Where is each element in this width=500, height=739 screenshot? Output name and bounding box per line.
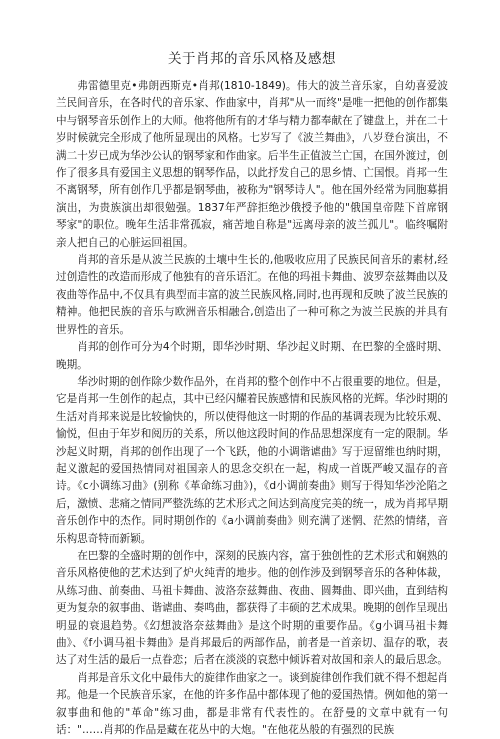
paragraph-melody: 肖邦是音乐文化中最伟大的旋律作曲家之一。谈到旋律创作我们就不得不想起肖邦。他是一个民族音乐家，在他的许多作品中都体现了他的爱国热情。例如他的第一叙事曲和他的"革命"练习曲，都是非常有代表性的。在舒曼的文章中就有一句话："……肖邦的作品是藏在花丛中的大炮。"在他花丛般的有强烈的民族	[56, 671, 448, 737]
paragraph-warsaw-period: 华沙时期的创作除少数作品外，在肖邦的整个创作中不占很重要的地位。但是，它是肖邦一生创作的起点，其中已经闪耀着民族感情和民族风格的光辉。华沙时期的生活对肖邦来说是比较愉快的，所以使得他这一时期的作品的基调表现为比较乐观、愉悦，但由于年岁和阅历的关系，所以他这段时间的作品思想深度有一定的限制。华沙起义时期，肖邦的创作出现了一个飞跃，他的小调谐谑曲》写于逗留维也纳时期，起义激起的爱国热情同对祖国亲人的思念交织在一起，构成一首既严峻又温存的音诗。《c小调练习曲》(别称《革命练习曲》)，《d小调前奏曲》则写于得知华沙沦陷之后，激愤、悲痛之情同严整洗练的艺术形式之间达到高度完美的统一，成为肖邦早期音乐创作中的杰作。同时期创作的《a小调前奏曲》则充满了迷惘、茫然的情绪，音乐构思奇特而新颖。	[56, 375, 448, 545]
paragraph-intro: 弗雷德里克•弗朗西斯克•肖邦(1810-1849)。伟大的波兰音乐家，自幼喜爱波兰民间音乐，在各时代的音乐家、作曲家中，肖邦"从一而终"是唯一把他的创作都集中与钢琴音乐创作上的大师。他将他所有的才华与精力都奉献在了键盘上，并在二十岁时候就完全形成了他所显现出的风格。七岁写了《波兰舞曲》，八岁登台演出，不满二十岁已成为华沙公认的钢琴家和作曲家。后半生正值波兰亡国，在国外渡过，创作了很多具有爱国主义思想的钢琴作品，以此抒发自己的思乡情、亡国恨。肖邦一生不离钢琴，所有创作几乎都是钢琴曲，被称为"钢琴诗人"。他在国外经常为同胞募捐演出，为贵族演出却很勉强。1837年严辞拒绝沙俄授予他的"俄国皇帝陛下首席钢琴家"的职位。晚年生活非常孤寂，痛苦地自称是"远离母亲的波兰孤儿"。临终嘱附亲人把自己的心脏运回祖国。	[56, 80, 448, 249]
paragraph-periods: 肖邦的创作可分为4个时期，即华沙时期、华沙起义时期、在巴黎的全盛时期、晚期。	[56, 341, 448, 371]
paragraph-national-style: 肖邦的音乐是从波兰民族的土壤中生长的,他吸收应用了民族民间音乐的素材,经过创造性的改造而形成了他独有的音乐语汇。在他的玛祖卡舞曲、波罗奈兹舞曲以及夜曲等作品中,不仅具有典型而丰富的波兰民族风格,同时,也再现和反映了波兰民族的精神。他把民族的音乐与欧洲音乐相融合,创造出了一种可称之为波兰民族的并具有世界性的音乐。	[56, 254, 448, 336]
paragraph-paris-period: 在巴黎的全盛时期的创作中，深刻的民族内容，富于独创性的艺术形式和娴熟的音乐风格使他的艺术达到了炉火纯青的地步。他的创作涉及到钢琴音乐的各种体裁，从练习曲、前奏曲、马祖卡舞曲、波洛奈兹舞曲、夜曲、圆舞曲、即兴曲，直到结构更为复杂的叙事曲、谐谑曲、奏鸣曲，都获得了丰硕的艺术成果。晚期的创作呈现出明显的衰退趋势。《幻想波洛奈兹舞曲》是这个时期的重要作品。《g小调马祖卡舞曲》、《f小调马祖卡舞曲》是肖邦最后的两部作品，前者是一首亲切、温存的歌，表达了对生活的最后一点眷恋；后者在淡淡的哀愁中倾诉着对故国和亲人的最后思念。	[56, 549, 448, 667]
document-title: 关于肖邦的音乐风格及感想	[168, 51, 336, 67]
